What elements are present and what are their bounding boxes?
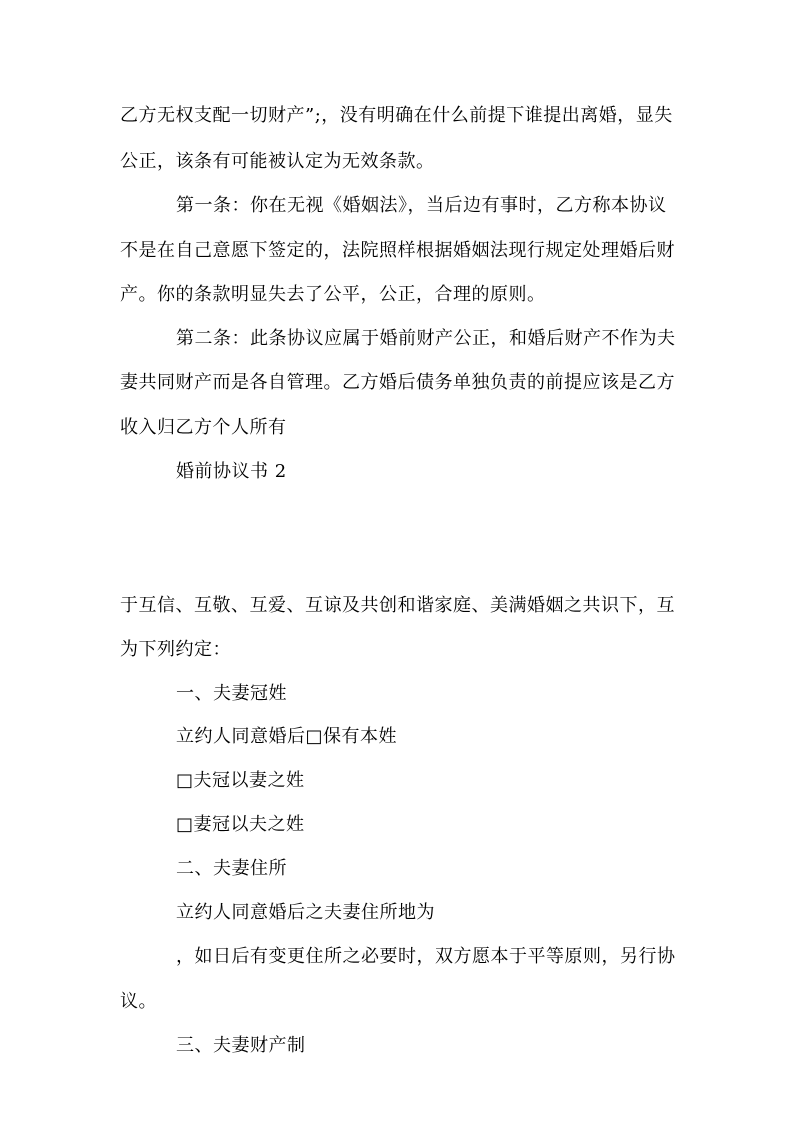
body-text-line: 于互信、互敬、互爱、互谅及共创和谐家庭、美满婚姻之共识下，互 [120, 595, 675, 616]
item-heading: 三、夫妻财产制 [176, 1035, 306, 1056]
body-text-line: 立约人同意婚后□保有本姓 [176, 726, 398, 747]
body-text-line: 第一条：你在无视《婚姻法》，当后边有事时，乙方称本协议 [176, 195, 667, 216]
option-line: □夫冠以妻之姓 [176, 770, 305, 791]
option-line: □妻冠以夫之姓 [176, 814, 305, 835]
body-text-line: 产。你的条款明显失去了公平，公正，合理的原则。 [120, 284, 546, 305]
body-text-line: 收入归乙方个人所有 [120, 417, 287, 438]
section-title: 婚前协议书 2 [176, 461, 287, 482]
body-text-line: 公正，该条有可能被认定为无效条款。 [120, 151, 435, 172]
body-text-line: 妻共同财产而是各自管理。乙方婚后债务单独负责的前提应该是乙方 [120, 372, 675, 393]
body-text-line: ，如日后有变更住所之必要时，双方愿本于平等原则，另行协 [176, 946, 676, 967]
body-text-line: 为下列约定： [120, 639, 231, 660]
body-text-line: 乙方无权支配一切财产”;，没有明确在什么前提下谁提出离婚，显失 [120, 105, 673, 126]
body-text-line: 第二条：此条协议应属于婚前财产公正，和婚后财产不作为夫 [176, 328, 676, 349]
item-heading: 一、夫妻冠姓 [176, 683, 287, 704]
body-text-line: 不是在自己意愿下签定的，法院照样根据婚姻法现行规定处理婚后财 [120, 240, 675, 261]
body-text-line: 立约人同意婚后之夫妻住所地为 [176, 902, 435, 923]
body-text-line: 议。 [120, 991, 157, 1012]
item-heading: 二、夫妻住所 [176, 858, 287, 879]
